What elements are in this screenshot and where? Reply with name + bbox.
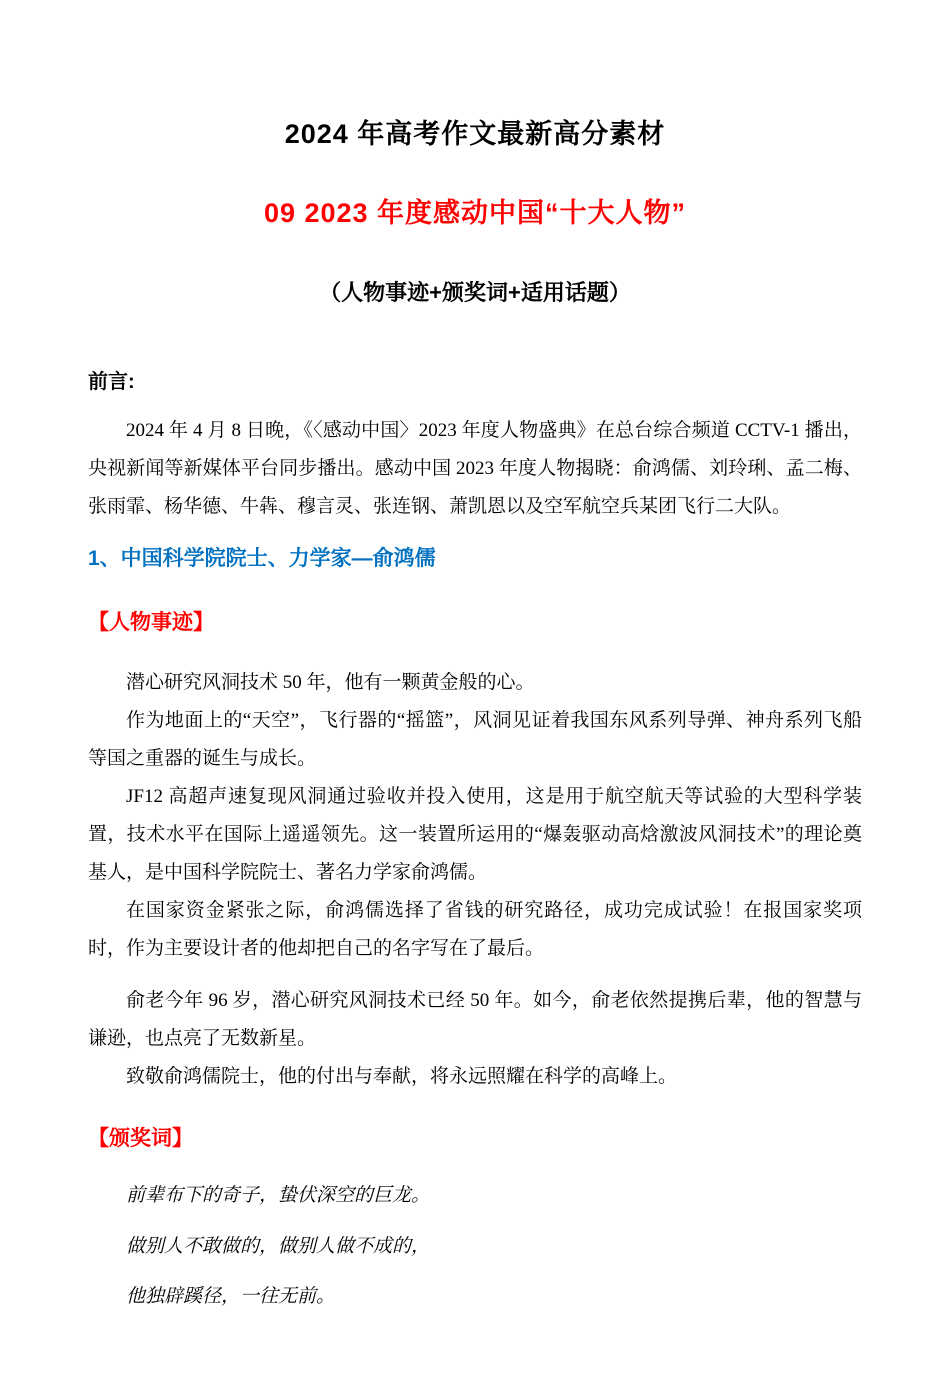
document-title: 2024 年高考作文最新高分素材 bbox=[284, 119, 666, 149]
document-subtitle: （人物事迹+颁奖词+适用话题） bbox=[319, 280, 631, 305]
deeds-paragraph: 俞老今年 96 岁，潜心研究风洞技术已经 50 年。如今，俞老依然提携后辈，他的智慧与谦逊，也点亮了无数新星。 bbox=[88, 990, 862, 1049]
award-lines bbox=[88, 1182, 862, 1312]
award-line: 他独辟蹊径，一往无前。 bbox=[126, 1286, 336, 1307]
deeds-heading: 【人物事迹】 bbox=[88, 611, 214, 634]
deeds-paragraph: 潜心研究风洞技术 50 年，他有一颗黄金般的心。 bbox=[126, 672, 535, 693]
section-1-heading: 1、中国科学院院士、力学家—俞鸿儒 bbox=[88, 547, 436, 570]
award-line: 前辈布下的奇子，蛰伏深空的巨龙。 bbox=[126, 1185, 431, 1206]
deeds-paragraph: JF12 高超声速复现风洞通过验收并投入使用，这是用于航空航天等试验的大型科学装置，技术水平在国际上遥遥领先。这一装置所运用的“爆轰驱动高焓激波风洞技术”的理论奠基人，是中国科学院院士、著名力学家俞鸿儒。 bbox=[88, 786, 862, 883]
preface-paragraph: 2024 年 4 月 8 日晚，《〈感动中国〉2023 年度人物盛典》在总台综合频道 CCTV-1 播出，央视新闻等新媒体平台同步播出。感动中国 2023 年度人物揭晓：俞鸿儒、刘玲琍、孟二梅、张雨霏、杨华德、牛犇、穆言灵、张连钢、萧凯恩以及空军航空兵某团飞行二大队。 bbox=[88, 420, 862, 517]
preface-label: 前言: bbox=[88, 371, 135, 393]
deeds-paragraphs bbox=[88, 664, 862, 1096]
deeds-paragraph: 作为地面上的“天空”，飞行器的“摇篮”，风洞见证着我国东风系列导弹、神舟系列飞船等国之重器的诞生与成长。 bbox=[88, 710, 862, 769]
deeds-paragraph: 在国家资金紧张之际，俞鸿儒选择了省钱的研究路径，成功完成试验！在报国家奖项时，作为主要设计者的他却把自己的名字写在了最后。 bbox=[88, 900, 862, 959]
issue-heading: 09 2023 年度感动中国“十大人物” bbox=[263, 198, 687, 228]
award-heading: 【颁奖词】 bbox=[88, 1127, 193, 1150]
award-line: 做别人不敢做的，做别人做不成的， bbox=[126, 1235, 431, 1257]
deeds-paragraph: 致敬俞鸿儒院士，他的付出与奉献，将永远照耀在科学的高峰上。 bbox=[126, 1066, 678, 1087]
